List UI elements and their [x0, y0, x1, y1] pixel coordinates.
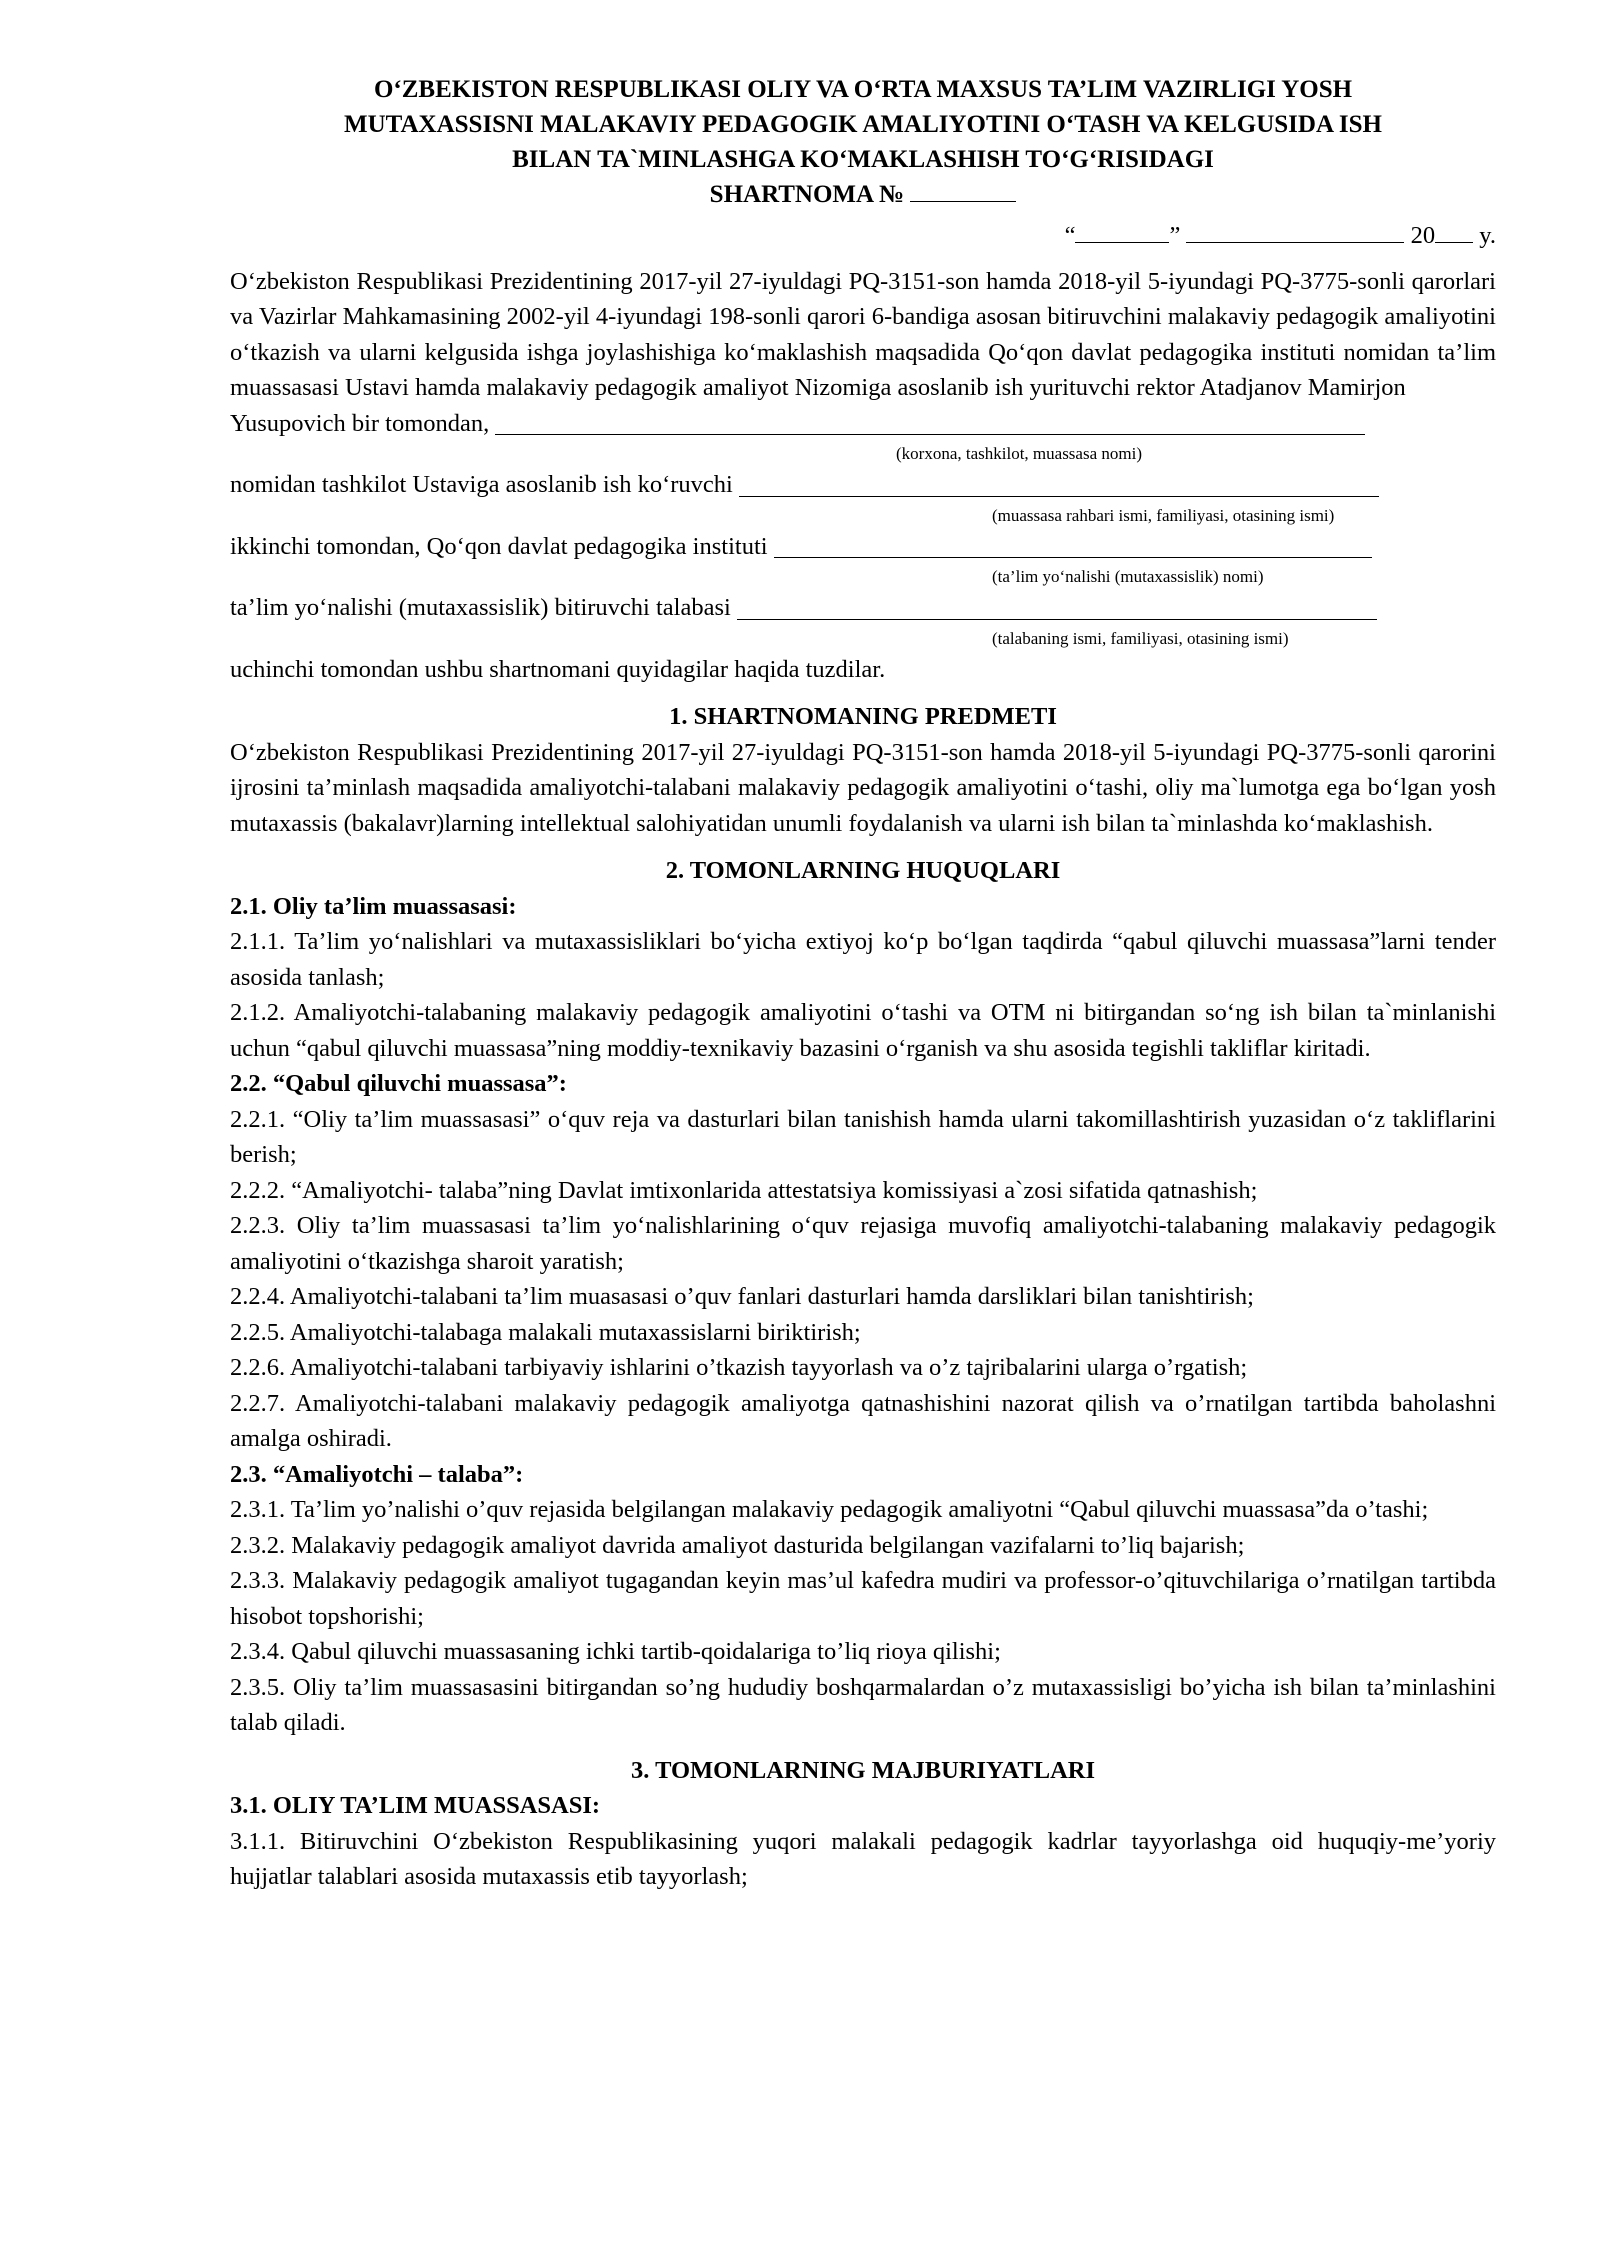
clause-2-3-1: 2.3.1. Ta’lim yo’nalishi o’quv rejasida belgilangan malakaviy pedagogik amaliyotni “Qabul qiluvchi muassasa”da o’tashi; — [230, 1496, 1429, 1523]
section-1-heading: 1. SHARTNOMANING PREDMETI — [669, 703, 1057, 730]
clause-2-2-4: 2.2.4. Amaliyotchi-talabani ta’lim muasasasi o’quv fanlari dasturlari hamda darsliklari bilan tanishtirish; — [230, 1283, 1254, 1310]
date-line — [230, 218, 1496, 254]
clause-2-3-5: 2.3.5. Oliy ta’lim muassasasini bitirgandan so’ng hududiy boshqarmalardan o’z mutaxassisligi bo’yicha ish bilan ta’minlashini talab qiladi. — [230, 1673, 1496, 1736]
student-label: ta’lim yo‘nalishi (mutaxassislik) bitiruvchi talabasi — [230, 594, 731, 621]
director-blank — [739, 470, 1379, 497]
section-3-heading: 3. TOMONLARNING MAJBURIYATLARI — [631, 1756, 1095, 1784]
clause-2-1-2: 2.1.2. Amaliyotchi-talabaning malakaviy pedagogik amaliyotini o‘tashi va OTM ni bitirgandan so‘ng ish bilan ta`minlanishi uchun “qabul qiluvchi muassasa”ning moddiy-texnikaviy bazasini o‘rganish va shu asosida tegishli takliflar kiritadi. — [230, 999, 1496, 1062]
clause-2-2-5: 2.2.5. Amaliyotchi-talabaga malakali mutaxassislarni biriktirish; — [230, 1318, 861, 1346]
date-open-quote: “ — [1064, 222, 1076, 249]
day-blank — [1075, 218, 1169, 243]
specialty-hint: (ta’lim yo‘nalishi (mutaxassislik) nomi) — [992, 567, 1264, 586]
party-one-hint: (korxona, tashkilot, muassasa nomi) — [896, 444, 1142, 463]
specialty-label: ikkinchi tomondan, Qo‘qon davlat pedagogika instituti — [230, 532, 768, 560]
section-2-heading: 2. TOMONLARNING HUQUQLARI — [665, 857, 1061, 884]
contract-number-label: SHARTNOMA № — [709, 181, 905, 208]
clause-2-2-7: 2.2.7. Amaliyotchi-talabani malakaviy pedagogik amaliyotga qatnashishini nazorat qilish va o’rnatilgan tartibda baholashni amalga oshiradi. — [230, 1389, 1496, 1452]
contract-page — [230, 72, 1496, 1895]
document-title — [230, 72, 1496, 212]
specialty-field — [230, 529, 1496, 565]
year-blank — [1435, 218, 1473, 243]
party-one-field — [230, 406, 1496, 442]
subsection-2-3-heading: 2.3. “Amaliyotchi – talaba”: — [230, 1460, 524, 1488]
subsection-2-2-heading: 2.2. “Qabul qiluvchi muassasa”: — [230, 1070, 567, 1097]
month-blank — [1186, 218, 1404, 243]
clause-3-1-1: 3.1.1. Bitiruvchini O‘zbekiston Respublikasining yuqori malakali pedagogik kadrlar tayyorlashga oid huquqiy-me’yoriy hujjatlar talablari asosida mutaxassis etib tayyorlash; — [230, 1827, 1496, 1890]
closing-line: uchinchi tomondan ushbu shartnomani quyidagilar haqida tuzdilar. — [230, 655, 886, 683]
intro-paragraph: O‘zbekiston Respublikasi Prezidentining 2017-yil 27-iyuldagi PQ-3151-son hamda 2018-yil 5-iyundagi PQ-3775-sonli qarorlari va Vazirlar Mahkamasining 2002-yil 4-iyundagi 198-sonli qarori 6-bandiga asosan bitiruvchini malakaviy pedagogik amaliyotini o‘tkazish va ularni kelgusida ishga joylashishiga ko‘maklashish maqsadida Qo‘qon davlat pedagogika instituti nomidan ta’lim muassasasi Ustavi hamda malakaviy pedagogik amaliyot Nizomiga asoslanib ish yurituvchi rektor Atadjanov Mamirjon — [230, 267, 1496, 401]
section-1-text: O‘zbekiston Respublikasi Prezidentining 2017-yil 27-iyuldagi PQ-3151-son hamda 2018-yil 5-iyundagi PQ-3775-sonli qarorini ijrosini ta’minlash maqsadida amaliyotchi-talabani malakaviy pedagogik amaliyotini o‘tashi, oliy ma`lumotga ega bo‘lgan yosh mutaxassis (bakalavr)larning intellektual salohiyatidan unumli foydalanish va ularni ish bilan ta`minlashda ko‘maklashish. — [230, 738, 1496, 837]
clause-2-2-3: 2.2.3. Oliy ta’lim muassasasi ta’lim yo‘nalishlarining o‘quv rejasiga muvofiq amaliyotchi-talabaning malakaviy pedagogik amaliyotini o‘tkazishga sharoit yaratish; — [230, 1212, 1496, 1275]
clause-2-3-2: 2.3.2. Malakaviy pedagogik amaliyot davrida amaliyot dasturida belgilangan vazifalarni to’liq bajarish; — [230, 1531, 1245, 1559]
clause-2-3-4: 2.3.4. Qabul qiluvchi muassasaning ichki tartib-qoidalariga to’liq rioya qilishi; — [230, 1638, 1001, 1665]
director-hint: (muassasa rahbari ismi, familiyasi, otasining ismi) — [992, 505, 1335, 525]
party-one-label: Yusupovich bir tomondan, — [230, 409, 490, 437]
clause-2-1-1: 2.1.1. Ta’lim yo‘nalishlari va mutaxassisliklari bo‘yicha extiyoj ko‘p bo‘lgan taqdirda “qabul qiluvchi muassasa”larni tender asosida tanlash; — [230, 928, 1496, 991]
student-field — [230, 590, 1496, 626]
clause-2-2-6: 2.2.6. Amaliyotchi-talabani tarbiyaviy ishlarini o’tkazish tayyorlash va o’z tajribalarini ularga o’rgatish; — [230, 1354, 1248, 1381]
subsection-3-1-heading: 3.1. OLIY TA’LIM MUASSASASI: — [230, 1792, 601, 1819]
date-close-quote: ” — [1169, 222, 1181, 249]
specialty-blank — [774, 531, 1372, 558]
clause-2-3-3: 2.3.3. Malakaviy pedagogik amaliyot tugagandan keyin mas’ul kafedra mudiri va professor-o’qituvchilariga o’rnatilgan tartibda hisobot topshorishi; — [230, 1567, 1496, 1630]
clause-2-2-2: 2.2.2. “Amaliyotchi- talaba”ning Davlat imtixonlarida attestatsiya komissiyasi a`zosi sifatida qatnashish; — [230, 1176, 1258, 1204]
party-one-blank — [495, 408, 1365, 435]
title-line-2: MUTAXASSISNI MALAKAVIY PEDAGOGIK AMALIYOTINI O‘TASH VA KELGUSIDA ISH — [344, 111, 1382, 138]
director-label: nomidan tashkilot Ustaviga asoslanib ish ko‘ruvchi — [230, 471, 733, 498]
student-hint: (talabaning ismi, familiyasi, otasining ismi) — [992, 628, 1289, 648]
contract-number-blank — [910, 177, 1016, 202]
title-line-3: BILAN TA`MINLASHGA KO‘MAKLASHISH TO‘G‘RISIDAGI — [512, 146, 1214, 173]
subsection-2-1-heading: 2.1. Oliy ta’lim muassasasi: — [230, 892, 517, 920]
year-prefix: 20 — [1410, 222, 1436, 249]
clause-2-2-1: 2.2.1. “Oliy ta’lim muassasasi” o‘quv reja va dasturlari bilan tanishish hamda ularni takomillashtirish yuzasidan o‘z takliflarini berish; — [230, 1105, 1496, 1168]
director-field — [230, 467, 1496, 503]
title-line-4 — [230, 177, 1496, 212]
title-line-1: O‘ZBEKISTON RESPUBLIKASI OLIY VA O‘RTA MAXSUS TA’LIM VAZIRLIGI YOSH — [373, 76, 1353, 103]
student-blank — [737, 593, 1377, 620]
year-suffix: y. — [1479, 222, 1496, 249]
